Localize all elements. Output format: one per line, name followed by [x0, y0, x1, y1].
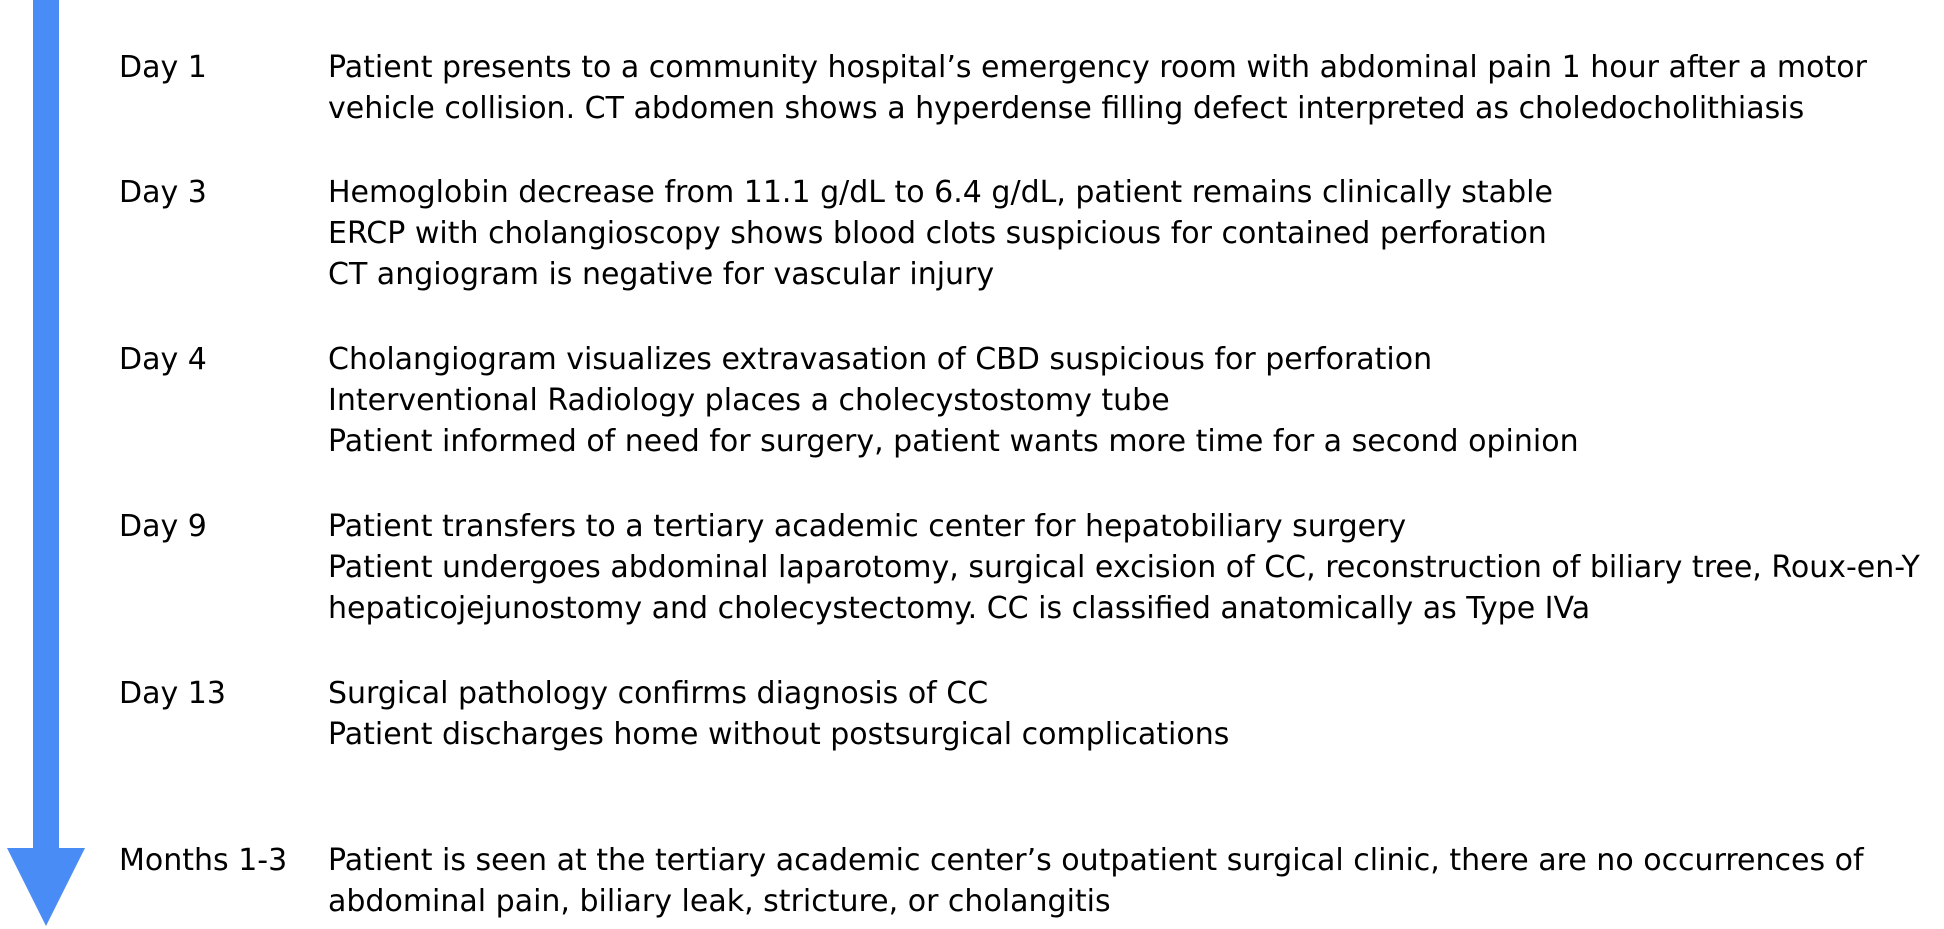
timeline-event: Patient undergoes abdominal laparotomy, surgical excision of CC, reconstruction of biliary tree, Roux-en-Y hepaticojejunostomy and cholecystectomy. CC is classified anatomically as Type IVa [328, 550, 1930, 626]
timeline-arrow-shaft [33, 0, 59, 850]
timeline-event: Hemoglobin decrease from 11.1 g/dL to 6.4 g/dL, patient remains clinically stable [328, 175, 1553, 210]
timeline-event: CT angiogram is negative for vascular injury [328, 257, 995, 292]
timeline-events [328, 47, 1938, 129]
timeline-event: Patient is seen at the tertiary academic center’s outpatient surgical clinic, there are no occurrences of abdominal pain, biliary leak, stricture, or cholangitis [328, 843, 1874, 919]
timeline-label: Day 4 [119, 342, 207, 377]
timeline-arrow-head [7, 848, 85, 926]
timeline-event: Patient discharges home without postsurgical complications [328, 717, 1230, 752]
timeline-events [328, 339, 1938, 462]
timeline-events [328, 673, 1938, 755]
timeline-event: Interventional Radiology places a cholecystostomy tube [328, 383, 1170, 418]
timeline-event: Patient informed of need for surgery, patient wants more time for a second opinion [328, 424, 1579, 459]
timeline-label: Months 1-3 [119, 843, 288, 878]
timeline-label: Day 13 [119, 676, 226, 711]
timeline-label: Day 1 [119, 50, 207, 85]
timeline-event: Surgical pathology confirms diagnosis of CC [328, 676, 989, 711]
timeline-label: Day 3 [119, 175, 207, 210]
timeline-events [328, 840, 1938, 922]
timeline-event: Patient transfers to a tertiary academic center for hepatobiliary surgery [328, 509, 1407, 544]
timeline-label: Day 9 [119, 509, 207, 544]
timeline-event: Cholangiogram visualizes extravasation of CBD suspicious for perforation [328, 342, 1433, 377]
timeline-events [328, 172, 1938, 295]
timeline-event: ERCP with cholangioscopy shows blood clots suspicious for contained perforation [328, 216, 1547, 251]
timeline-event: Patient presents to a community hospital’s emergency room with abdominal pain 1 hour after a motor vehicle collision. CT abdomen shows a hyperdense filling defect interpreted as choledocholithiasis [328, 50, 1877, 126]
timeline-events [328, 506, 1938, 629]
